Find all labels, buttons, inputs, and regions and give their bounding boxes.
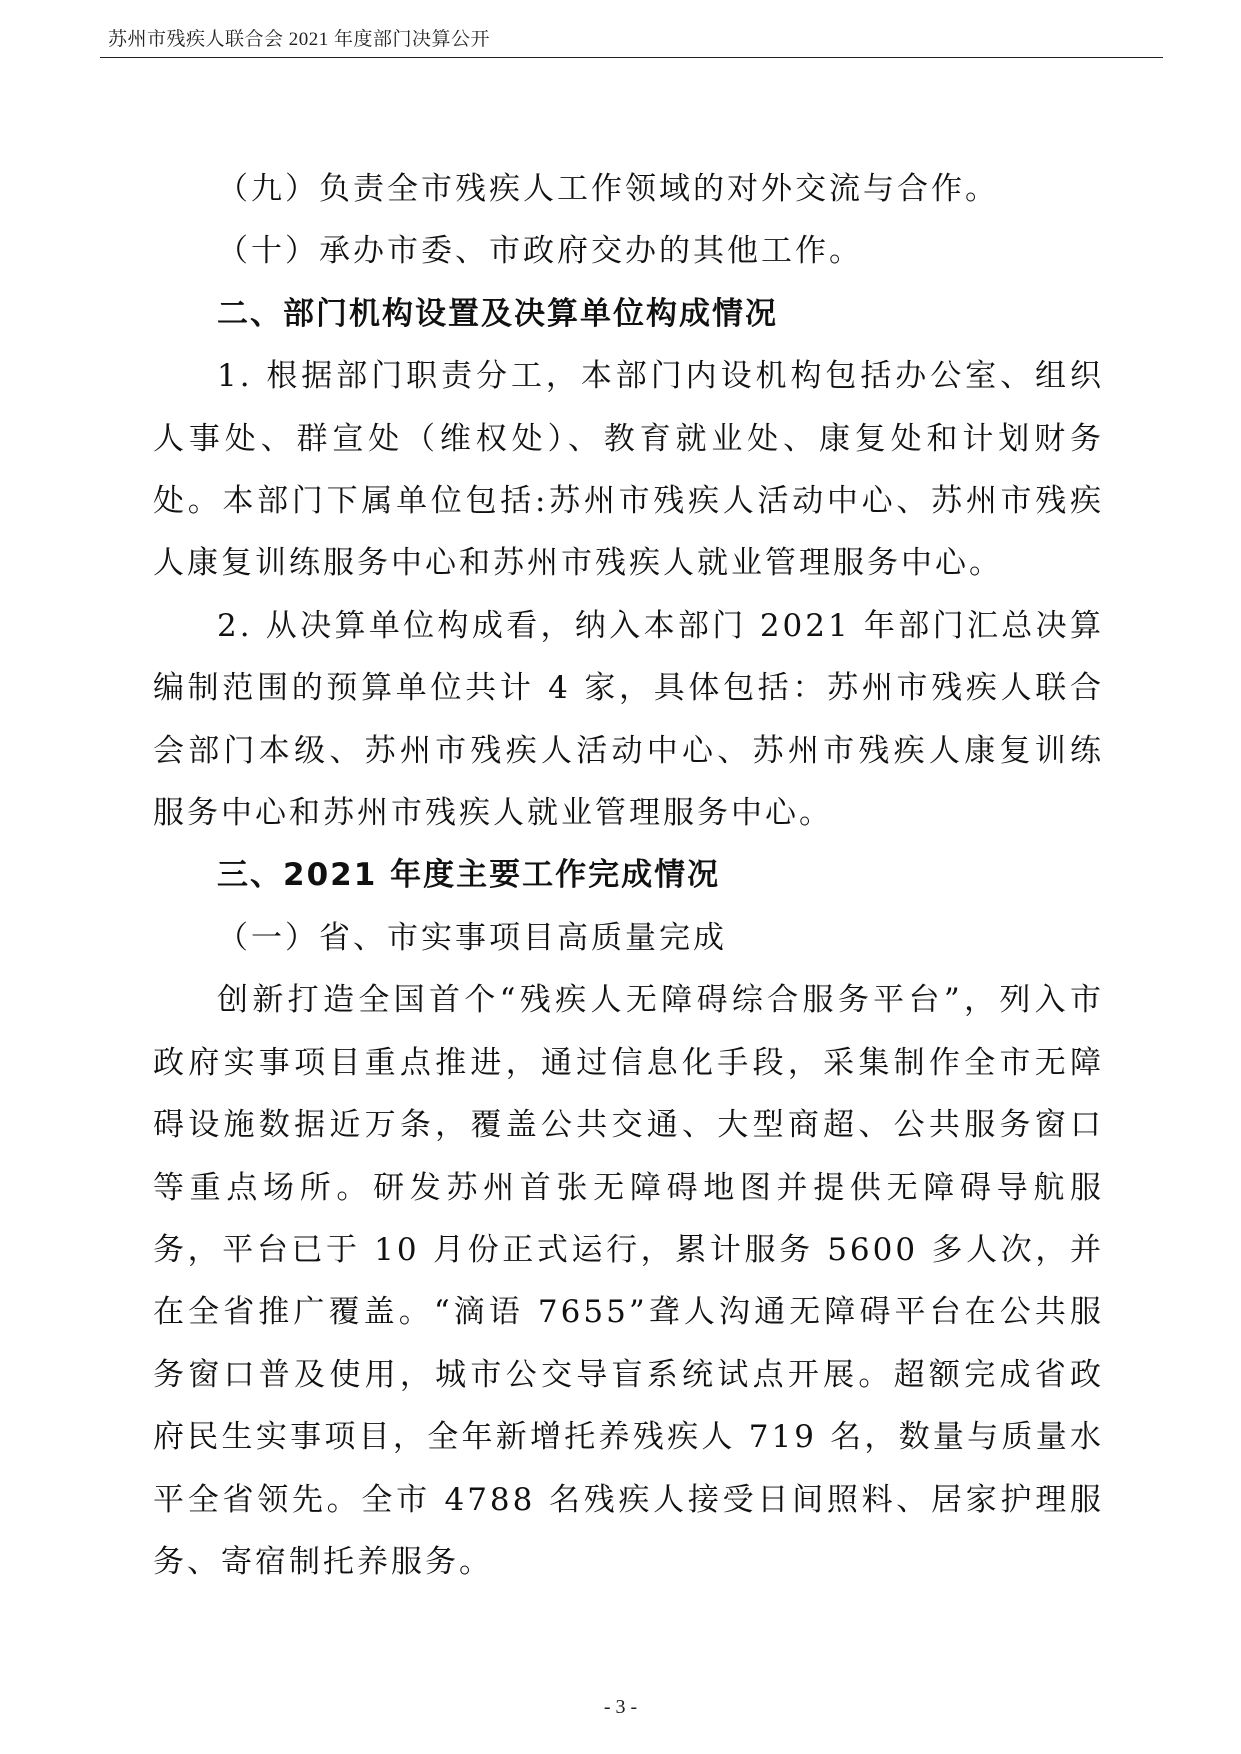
header-divider [100, 57, 1163, 58]
paragraph-item-10: （十）承办市委、市政府交办的其他工作。 [217, 233, 863, 270]
document-body [153, 158, 1104, 1593]
subsection-1-heading: （一）省、市实事项目高质量完成 [217, 919, 727, 956]
paragraph-item-9: （九）负责全市残疾人工作领域的对外交流与合作。 [217, 171, 999, 207]
section-2-paragraph-1: 1. 根据部门职责分工，本部门内设机构包括办公室、组织人事处、群宣处（维权处）、教育就业处、康复处和计划财务处。本部门下属单位包括:苏州市残疾人活动中心、苏州市残疾人康复训练服务中心和苏州市残疾人就业管理服务中心。 [153, 358, 1104, 582]
running-header: 苏州市残疾人联合会 2021 年度部门决算公开 [108, 29, 491, 50]
section-2-paragraph-2: 2. 从决算单位构成看，纳入本部门 2021 年部门汇总决算编制范围的预算单位共计 4 家，具体包括：苏州市残疾人联合会部门本级、苏州市残疾人活动中心、苏州市残疾人康复训练服务中心和苏州市残疾人就业管理服务中心。 [153, 607, 1104, 832]
section-2-heading: 二、部门机构设置及决算单位构成情况 [217, 295, 778, 332]
section-3-heading: 三、2021 年度主要工作完成情况 [217, 857, 721, 894]
subsection-1-paragraph: 创新打造全国首个“残疾人无障碍综合服务平台”，列入市政府实事项目重点推进，通过信息化手段，采集制作全市无障碍设施数据近万条，覆盖公共交通、大型商超、公共服务窗口等重点场所。研发苏州首张无障碍地图并提供无障碍导航服务，平台已于 10 月份正式运行，累计服务 5600 多人次，并在全省推广覆盖。“滴语 7655”聋人沟通无障碍平台在公共服务窗口普及使用，城市公交导盲系统试点开展。超额完成省政府民生实事项目，全年新增托养残疾人 719 名，数量与质量水平全省领先。全市 4788 名残疾人接受日间照料、居家护理服务、寄宿制托养服务。 [153, 982, 1104, 1580]
page-number: - 3 - [603, 1696, 638, 1718]
